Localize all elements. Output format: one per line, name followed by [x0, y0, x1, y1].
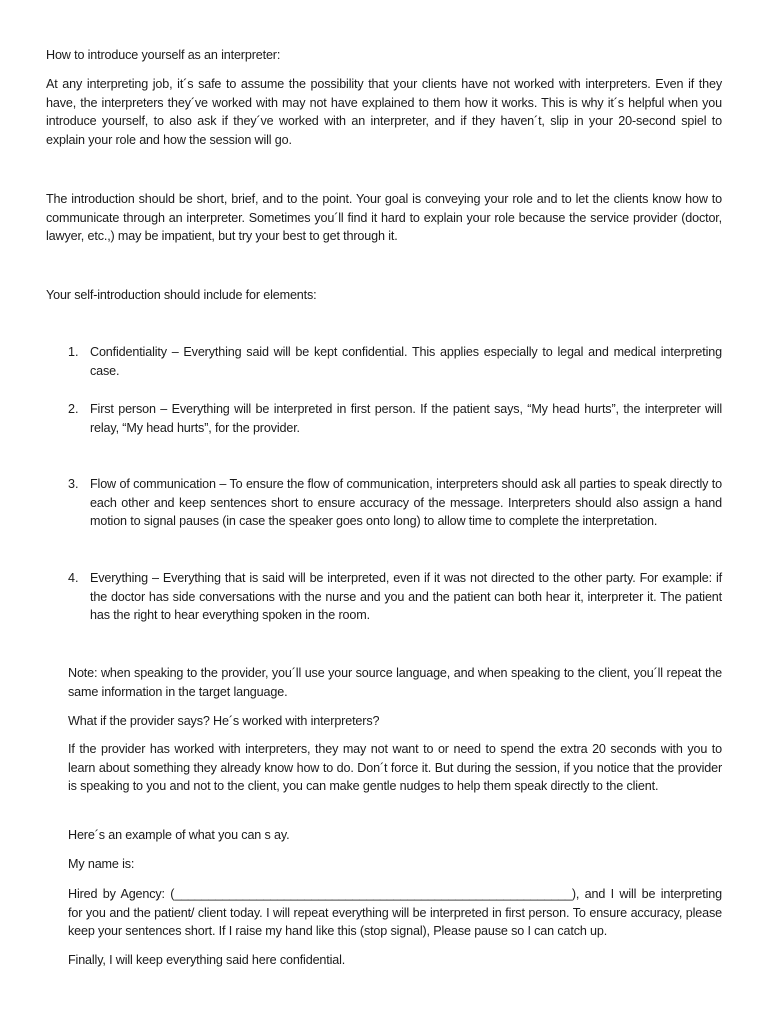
provider-paragraph: If the provider has worked with interpreters, they may not want to or need to spend the extra 20 seconds with you to learn about something they already know how to do. Don´t force it. But during the session, if you notice that the provider is speaking to you and not to the client, you can make gentle nudges to help them speak directly to the client.: [68, 742, 722, 794]
intro-paragraph: At any interpreting job, it´s safe to assume the possibility that your clients have not worked with interpreters. Even if they have, the interpreters they´ve worked with may not have explained to them how it works. This is why it´s helpful when you introduce yourself, to also ask if they´ve worked with an interpreter, and if they haven´t, slip in your 20-second spiel to explain your role and how the session will go.: [46, 77, 722, 148]
closing-line: Finally, I will keep everything said here confidential.: [68, 953, 346, 967]
note-paragraph: Note: when speaking to the provider, you´ll use your source language, and when speaking to the client, you´ll repeat the same information in the target language.: [68, 666, 722, 699]
my-name-line: My name is:: [68, 857, 135, 871]
list-item-text: First person – Everything will be interpreted in first person. If the patient says, “My head hurts”, the interpreter will relay, “My head hurts”, for the provider.: [90, 402, 722, 435]
elements-paragraph: Your self-introduction should include for elements:: [46, 288, 317, 302]
hired-by-agency-paragraph: Hired by Agency: (__________________________________________________________), and I will be interpreting for you and the patient/ client today. I will repeat everything will be interpreted in first person. To ensure accuracy, please keep your sentences short. If I raise my hand like this (stop signal), Please pause so I can catch up.: [68, 887, 722, 939]
question-paragraph: What if the provider says? He´s worked with interpreters?: [68, 714, 380, 728]
list-item-number: 4.: [68, 571, 79, 585]
list-item-number: 2.: [68, 402, 79, 416]
list-item-text: Everything – Everything that is said will be interpreted, even if it was not directed to the other party. For example: if the doctor has side conversations with the nurse and you and the patient can both hear it, interpreter it. The patient has the right to hear everything spoken in the room.: [90, 571, 722, 623]
list-item-text: Flow of communication – To ensure the flow of communication, interpreters should ask all parties to speak directly to each other and keep sentences short to ensure accuracy of the message. Interpreters should also assign a hand motion to signal pauses (in case the speaker goes onto long) to allow time to complete the interpretation.: [90, 477, 722, 529]
list-item-text: Confidentiality – Everything said will be kept confidential. This applies especially to legal and medical interpreting case.: [90, 345, 722, 378]
example-intro: Here´s an example of what you can s ay.: [68, 828, 290, 842]
list-item-number: 3.: [68, 477, 79, 491]
introduction-paragraph: The introduction should be short, brief, and to the point. Your goal is conveying your role and to let the clients know how to communicate through an interpreter. Sometimes you´ll find it hard to explain your role because the service provider (doctor, lawyer, etc.,) may be impatient, but try your best to get through it.: [46, 192, 722, 244]
document-heading: How to introduce yourself as an interpreter:: [46, 48, 281, 62]
list-item-number: 1.: [68, 345, 79, 359]
